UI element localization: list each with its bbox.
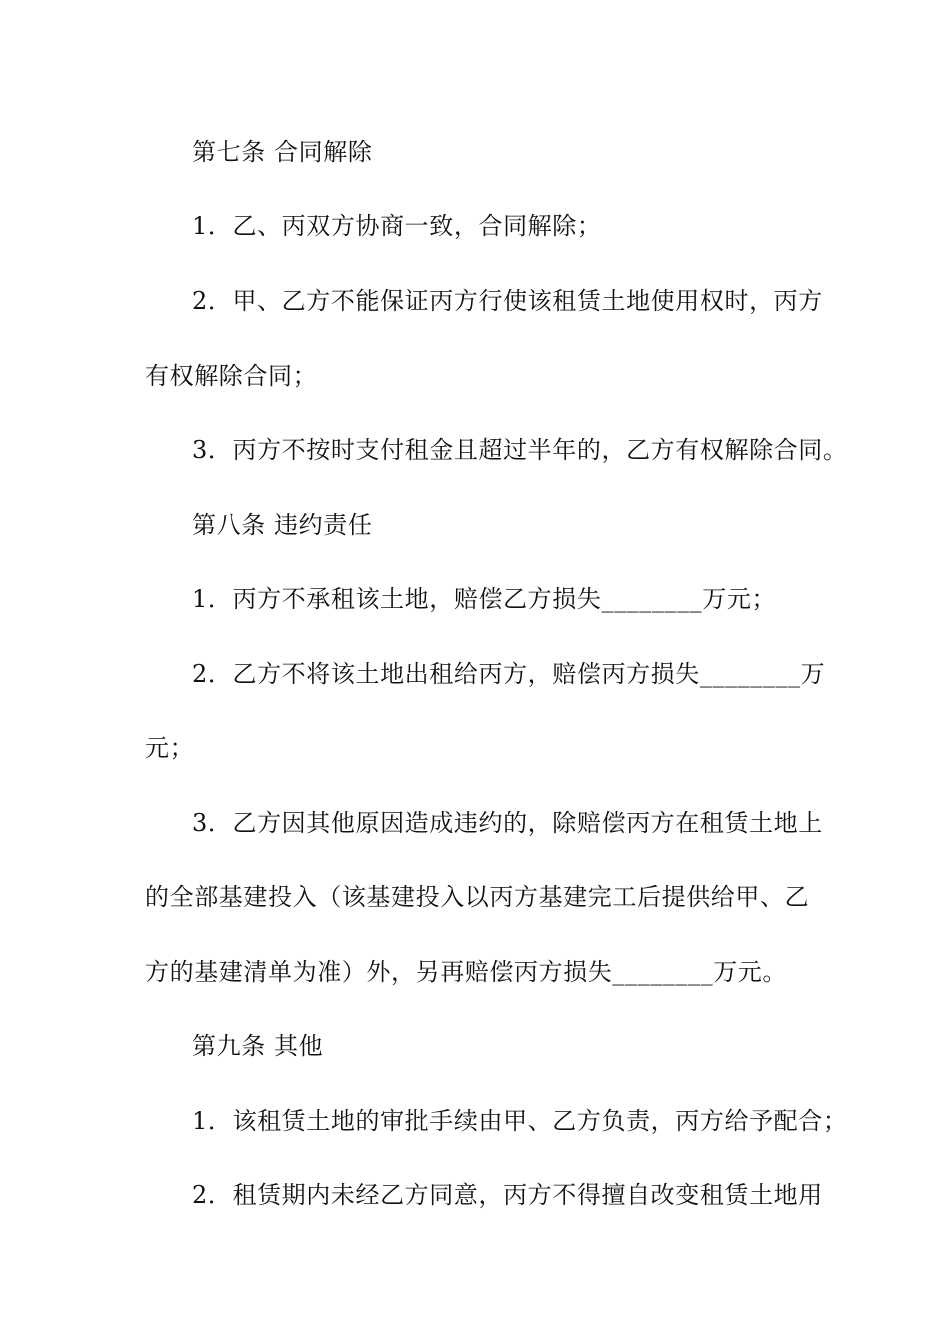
article-8-clause-2-line-1: 2．乙方不将该土地出租给丙方，赔偿丙方损失________万: [192, 660, 826, 688]
article-7-clause-1: 1．乙、丙双方协商一致，合同解除；: [192, 212, 602, 240]
article-7-clause-2-line-2: 有权解除合同；: [145, 362, 318, 390]
article-9-clause-1: 1．该租赁土地的审批手续由甲、乙方负责，丙方给予配合；: [192, 1107, 848, 1135]
article-9-clause-2-line-1: 2．租赁期内未经乙方同意，丙方不得擅自改变租赁土地用: [192, 1181, 823, 1209]
article-8-clause-3-line-3: 方的基建清单为准）外，另再赔偿丙方损失________万元。: [145, 958, 787, 986]
article-7-heading: 第七条 合同解除: [192, 138, 373, 166]
article-9-heading: 第九条 其他: [192, 1032, 324, 1060]
article-8-clause-3-line-1: 3．乙方因其他原因造成违约的，除赔偿丙方在租赁土地上: [192, 809, 823, 837]
article-8-clause-1: 1．丙方不承租该土地，赔偿乙方损失________万元；: [192, 585, 777, 613]
article-8-heading: 第八条 违约责任: [192, 511, 373, 539]
article-8-clause-3-line-2: 的全部基建投入（该基建投入以丙方基建完工后提供给甲、乙: [145, 883, 810, 911]
article-8-clause-2-line-2: 元；: [145, 734, 195, 762]
article-7-clause-3: 3．丙方不按时支付租金且超过半年的，乙方有权解除合同。: [192, 436, 848, 464]
article-7-clause-2-line-1: 2．甲、乙方不能保证丙方行使该租赁土地使用权时，丙方: [192, 287, 823, 315]
